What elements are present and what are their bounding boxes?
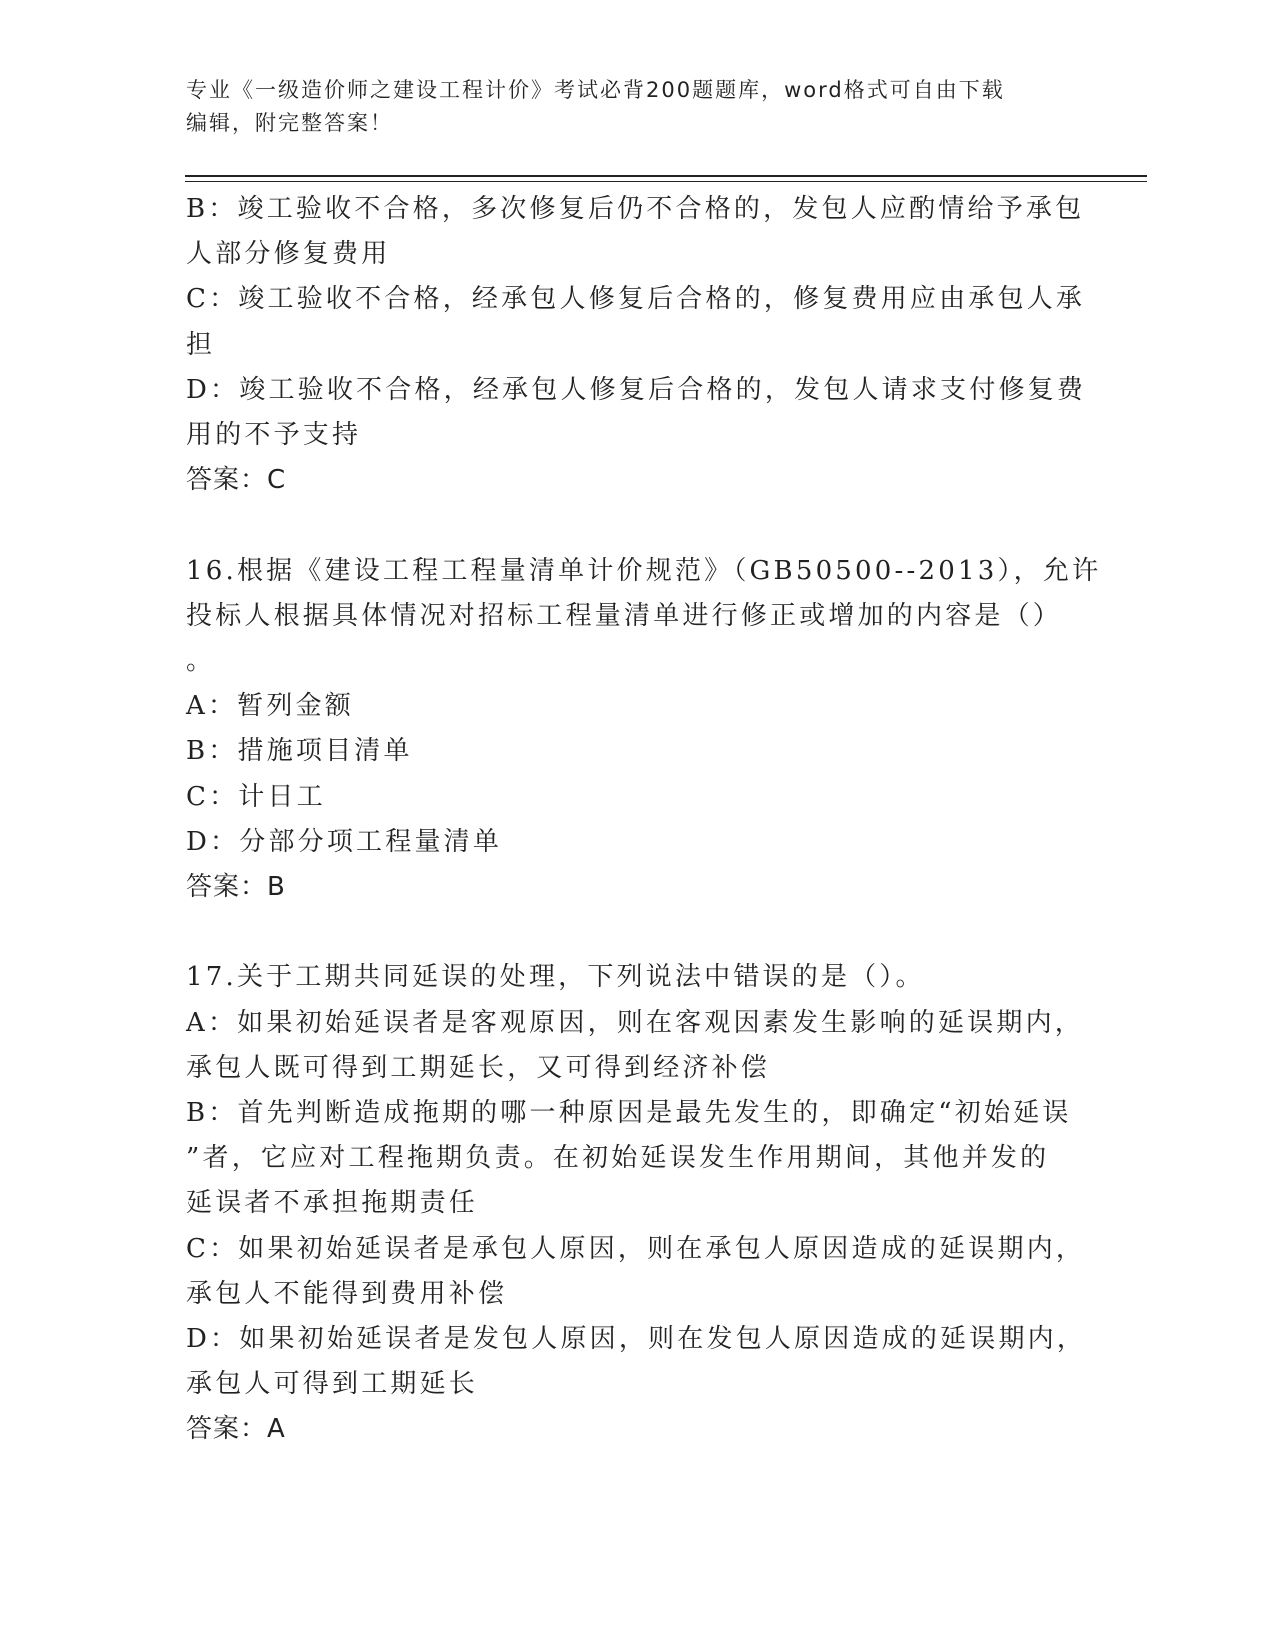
question-15-block (186, 187, 1086, 503)
q17-option-a-line-1: A：如果初始延误者是客观原因，则在客观因素发生影响的延误期内， (186, 1007, 1084, 1038)
question-16-block (186, 549, 1102, 911)
q16-stem-line-1: 16.根据《建设工程工程量清单计价规范》（GB50500--2013），允许 (186, 555, 1102, 586)
q15-option-b-line-2: 人部分修复费用 (186, 239, 391, 270)
q16-option-b: B：措施项目清单 (186, 736, 413, 767)
spacer (186, 910, 1086, 955)
q16-answer: 答案：B (186, 872, 286, 903)
q17-option-d-line-2: 承包人可得到工期延长 (186, 1369, 479, 1400)
header-divider-thin (185, 181, 1147, 182)
q17-option-b-line-2: ”者，它应对工程拖期负责。在初始延误发生作用期间，其他并发的 (186, 1143, 1050, 1174)
q15-option-c-line-2: 担 (186, 329, 216, 360)
q17-option-c-line-2: 承包人不能得到费用补偿 (186, 1278, 508, 1309)
q17-option-a-line-2: 承包人既可得到工期延长，又可得到经济补偿 (186, 1052, 771, 1083)
q16-option-c: C：计日工 (186, 781, 326, 812)
q15-option-d-line-2: 用的不予支持 (186, 420, 362, 451)
q17-option-c-line-1: C：如果初始延误者是承包人原因，则在承包人原因造成的延误期内， (186, 1233, 1086, 1264)
q17-stem-line-1: 17.关于工期共同延误的处理，下列说法中错误的是（）。 (186, 962, 925, 993)
header-title-line-2: 编辑，附完整答案！ (186, 111, 393, 135)
q17-option-b-line-3: 延误者不承担拖期责任 (186, 1188, 479, 1219)
q16-stem-line-3: 。 (186, 646, 216, 677)
question-17-block (186, 955, 1086, 1452)
spacer (186, 503, 1086, 548)
q15-option-d-line-1: D：竣工验收不合格，经承包人修复后合格的，发包人请求支付修复费 (186, 374, 1087, 405)
q17-answer: 答案：A (186, 1414, 286, 1445)
q17-option-d-line-1: D：如果初始延误者是发包人原因，则在发包人原因造成的延误期内， (186, 1324, 1087, 1355)
q16-option-d: D：分部分项工程量清单 (186, 826, 503, 857)
q17-option-b-line-1: B：首先判断造成拖期的哪一种原因是最先发生的，即确定“初始延误 (186, 1098, 1072, 1129)
page-header (186, 74, 1086, 140)
header-divider-thick (185, 175, 1147, 177)
q16-stem-line-2: 投标人根据具体情况对招标工程量清单进行修正或增加的内容是（） (186, 600, 1063, 631)
q15-option-c-line-1: C：竣工验收不合格，经承包人修复后合格的，修复费用应由承包人承 (186, 284, 1086, 315)
header-title-line-1: 专业《一级造价师之建设工程计价》考试必背200题题库，word格式可自由下载 (186, 78, 1005, 102)
q15-answer: 答案：C (186, 465, 287, 496)
q15-option-b-line-1: B：竣工验收不合格，多次修复后仍不合格的，发包人应酌情给予承包 (186, 194, 1085, 224)
question-content (186, 187, 1102, 1453)
q16-option-a: A：暂列金额 (186, 691, 354, 722)
